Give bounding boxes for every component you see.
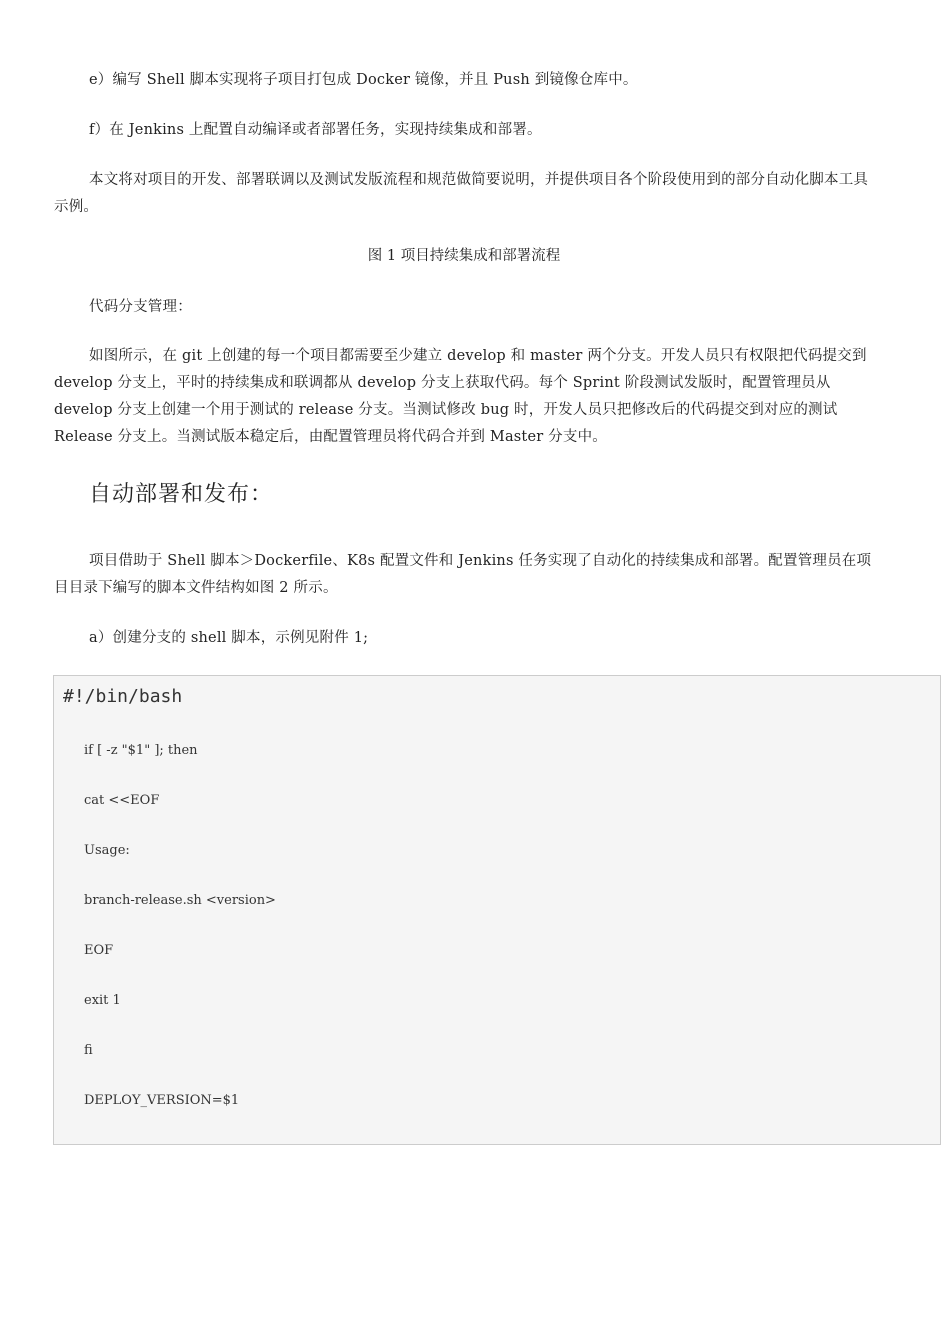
code-line: if [ -z "$1" ]; then xyxy=(84,743,198,758)
code-line: Usage: xyxy=(84,843,130,858)
code-shebang: #!/bin/bash xyxy=(63,686,183,707)
deploy-body: 项目借助于 Shell 脚本＞Dockerfile、K8s 配置文件和 Jenkins 任务实现了自动化的持续集成和部署。配置管理员在项目目录下编写的脚本文件结构如图 2 所示。 xyxy=(54,553,872,596)
paragraph-step-a: a）创建分支的 shell 脚本，示例见附件 1; xyxy=(89,630,369,646)
code-line: exit 1 xyxy=(84,993,121,1008)
figure-caption: 图 1 项目持续集成和部署流程 xyxy=(367,248,561,264)
paragraph-step-f: f）在 Jenkins 上配置自动编译或者部署任务，实现持续集成和部署。 xyxy=(89,122,542,138)
code-block xyxy=(53,675,941,1145)
code-line: DEPLOY_VERSION=$1 xyxy=(84,1093,240,1108)
paragraph-step-e: e）编写 Shell 脚本实现将子项目打包成 Docker 镜像，并且 Push 到镜像仓库中。 xyxy=(89,72,638,88)
code-line: EOF xyxy=(84,943,114,958)
branch-management-body: 如图所示，在 git 上创建的每一个项目都需要至少建立 develop 和 master 两个分支。开发人员只有权限把代码提交到 develop 分支上，平时的持续集成和联调都从 develop 分支上获取代码。每个 Sprint 阶段测试发版时，配置管理员从 develop 分支上创建一个用于测试的 release 分支。当测试修改 bug 时，开发人员只把修改后的代码提交到对应的测试 Release 分支上。当测试版本稳定后，由配置管理员将代码合并到 Master 分支中。 xyxy=(54,348,867,445)
paragraph-intro: 本文将对项目的开发、部署联调以及测试发版流程和规范做简要说明，并提供项目各个阶段使用到的部分自动化脚本工具示例。 xyxy=(54,172,869,215)
code-line: branch-release.sh <version> xyxy=(84,893,276,908)
branch-management-title: 代码分支管理： xyxy=(89,299,192,315)
section-heading: 自动部署和发布： xyxy=(89,482,274,507)
code-line: cat <<EOF xyxy=(84,793,160,808)
code-line: fi xyxy=(84,1043,93,1058)
